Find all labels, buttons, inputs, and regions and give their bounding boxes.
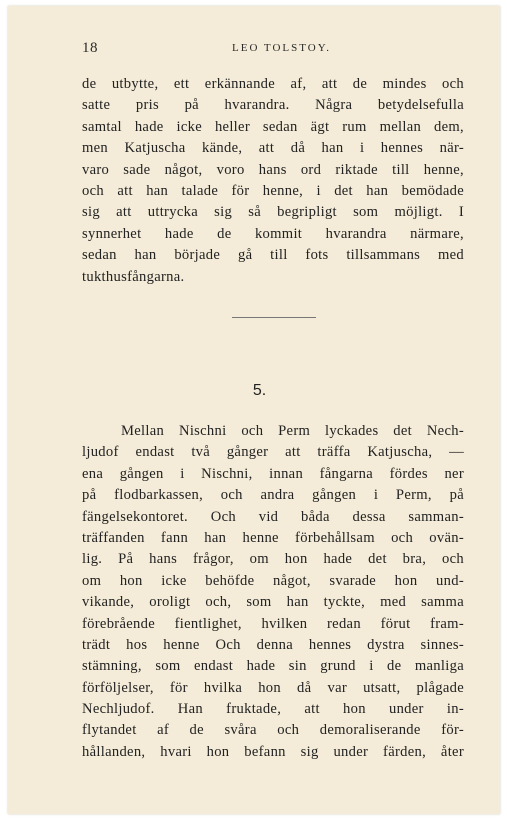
text-line: ljudof endast två gånger att träffa Katjuscha, —	[82, 444, 464, 461]
running-title: LEO TOLSTOY.	[232, 42, 331, 54]
text-line: Mellan Nischni och Perm lyckades det Nech-	[121, 423, 464, 439]
text-line: vikande, oroligt och, som han tyckte, med samma	[82, 594, 464, 611]
text-line: ena gången i Nischni, innan fångarna fördes ner	[82, 465, 464, 482]
text-line: sedan han började gå till fots tillsammans med	[82, 247, 464, 264]
text-line: samtal hade icke heller sedan ägt rum mellan dem,	[82, 118, 464, 135]
text-line: Nechljudof. Han fruktade, att hon under in-	[82, 701, 464, 718]
page-number: 18	[82, 40, 98, 56]
text-line: träffanden fann han henne förbehållsam och ovän-	[82, 529, 464, 546]
text-line: satte pris på hvarandra. Några betydelsefulla	[82, 97, 464, 114]
section-divider	[232, 317, 316, 318]
text-line: men Katjuscha kände, att då han i hennes när-	[82, 140, 464, 157]
chapter-number: 5.	[252, 382, 267, 399]
text-line: varo sade något, voro hans ord riktade till henne,	[82, 161, 464, 178]
text-line: synnerhet hade de kommit hvarandra närmare,	[82, 225, 464, 242]
text-line: och att han talade för henne, i det han bemödade	[82, 182, 464, 199]
text-line: de utbytte, ett erkännande af, att de mindes och	[82, 76, 464, 92]
text-line: fängelsekontoret. Och vid båda dessa samman-	[82, 508, 464, 525]
paragraph-1	[82, 74, 464, 288]
text-line: tukthusfångarna.	[82, 268, 185, 285]
text-line: lig. På hans frågor, om hon hade det bra, och	[82, 551, 464, 568]
text-line: om hon icke behöfde något, svarade hon und-	[82, 572, 464, 589]
text-line: på flodbarkassen, och andra gången i Perm, på	[82, 487, 464, 504]
page-header	[82, 40, 464, 60]
text-line: flytandet af de svåra och demoraliserande för-	[82, 722, 464, 739]
text-line: stämning, som endast hade sin grund i de manliga	[82, 658, 464, 675]
paragraph-2	[82, 421, 464, 763]
text-line: hållanden, hvari hon befann sig under färden, åter	[82, 743, 464, 760]
text-line: förebrående fientlighet, hvilken redan förut fram-	[82, 615, 464, 632]
text-line: sig att uttrycka sig så begripligt som möjligt. I	[82, 204, 464, 221]
text-line: förföljelser, för hvilka hon då var utsatt, plågade	[82, 679, 464, 696]
text-line: trädt hos henne Och denna hennes dystra sinnes-	[82, 636, 464, 653]
